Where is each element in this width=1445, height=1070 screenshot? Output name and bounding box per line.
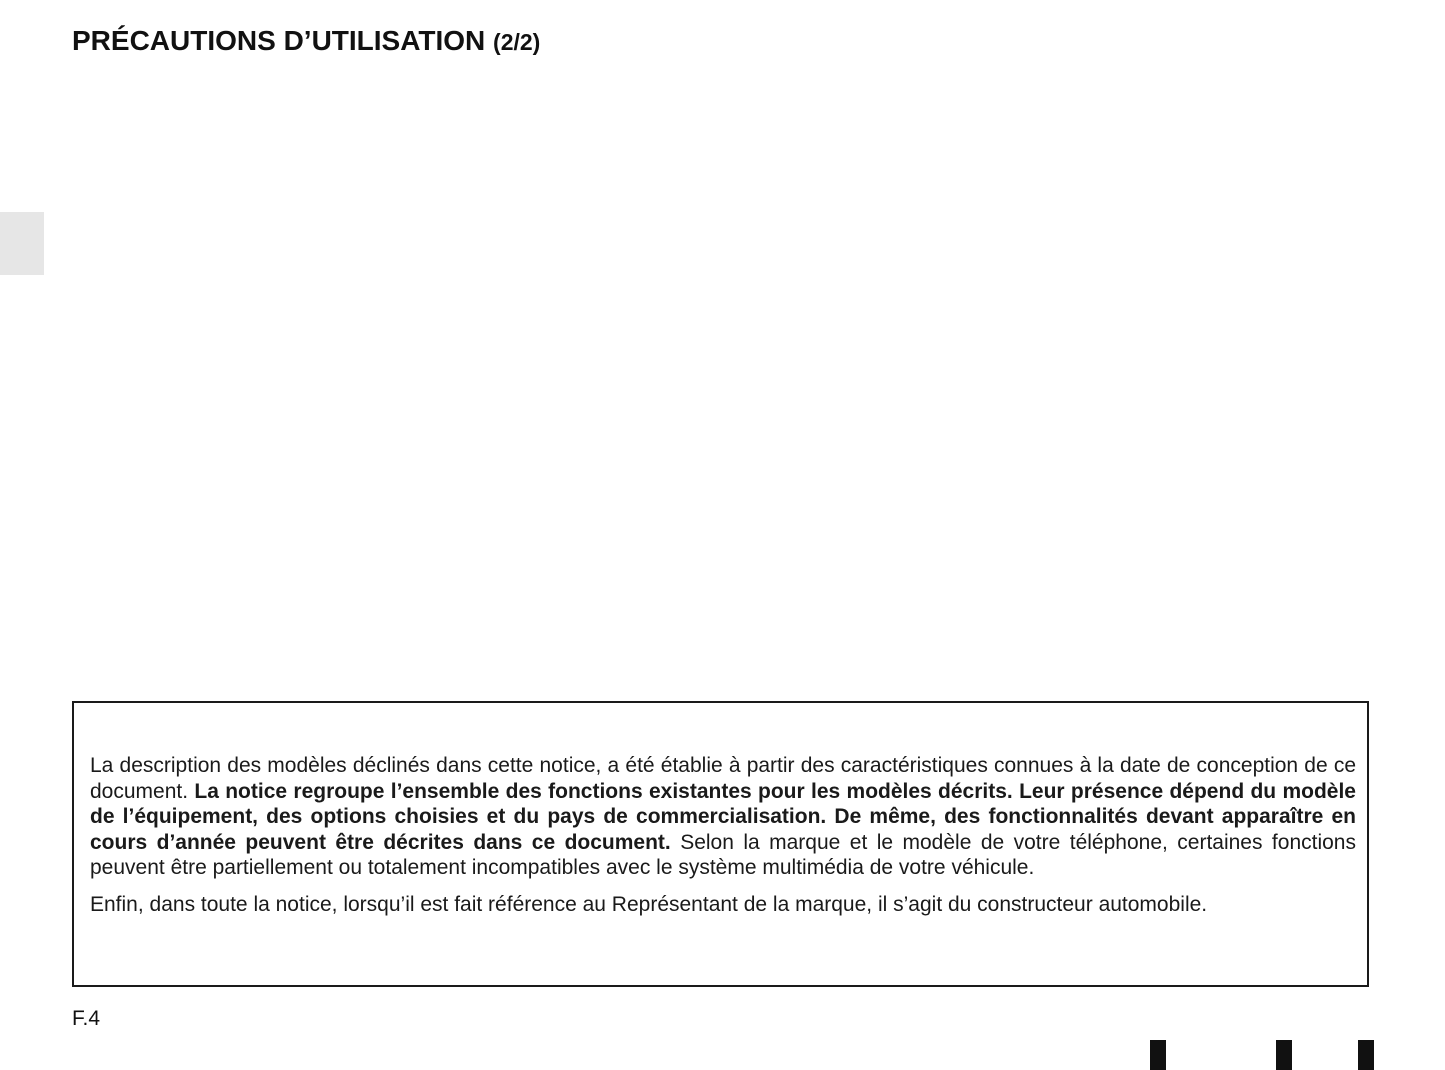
notice-paragraph-1	[90, 753, 1356, 881]
notice-paragraph-1-intro: La description des modèles déclinés dans cette notice, a été établie à partir des caractéristiques connues à la date de conception de ce document.	[90, 754, 1356, 803]
page-number: F.4	[72, 1007, 101, 1030]
section-tab-marker	[0, 212, 44, 275]
print-crop-mark	[1276, 1040, 1292, 1070]
print-crop-mark	[1150, 1040, 1166, 1070]
notice-paragraph-2: Enfin, dans toute la notice, lorsqu’il est fait référence au Représentant de la marque, il s’agit du constructeur automobile.	[90, 892, 1208, 916]
page-title-part: (2/2)	[493, 29, 541, 55]
notice-paragraph-1-outro: Selon la marque et le modèle de votre téléphone, certaines fonctions peuvent être partiellement ou totalement incompatibles avec le système multimédia de votre véhicule.	[90, 830, 1356, 880]
print-crop-mark	[1358, 1040, 1374, 1070]
notice-paragraph-1-bold: La notice regroupe l’ensemble des fonctions existantes pour les modèles décrits. Leur présence dépend du modèle de l’équipement, des options choisies et du pays de commercialisation. De même, des fonctionnalités devant apparaître en cours d’année peuvent être décrites dans ce document.	[90, 779, 1356, 854]
notice-text	[90, 753, 1356, 918]
notice-box	[72, 701, 1369, 987]
page-title-main: PRÉCAUTIONS D’UTILISATION	[72, 25, 486, 56]
page-title	[72, 22, 540, 61]
